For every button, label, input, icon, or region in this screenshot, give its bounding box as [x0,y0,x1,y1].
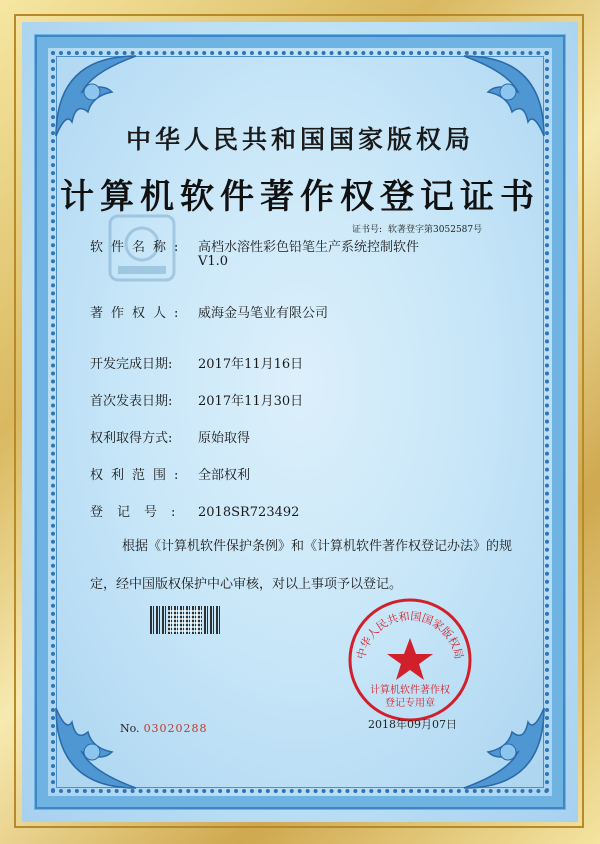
issue-date: 2018年09月07日 [368,718,457,731]
registration-statement: 根据《计算机软件保护条例》和《计算机软件著作权登记办法》的规定，经中国版权保护中心审核，对以上事项予以登记。 [90,539,513,592]
method-row [90,427,250,446]
serial-value: 03020288 [143,722,208,735]
scope-value: 全部权利 [198,468,251,483]
reg-no-value: 2018SR723492 [198,505,300,520]
serial-number [120,722,208,735]
pub-date-label: 首次发表日期: [90,394,173,409]
dev-date-label: 开发完成日期: [90,357,173,372]
software-name-label: 软件名称: [90,240,187,255]
scope-label: 权利范围: [90,468,187,483]
seal-ring-text: 中华人民共和国国家版权局 [354,609,466,661]
owner-value: 威海金马笔业有限公司 [198,306,329,321]
owner-label: 著作权人: [90,306,187,321]
reg-no-label: 登记号: [90,505,190,520]
owner-row [90,302,328,321]
scope-row [90,464,250,483]
certificate [22,22,578,822]
qr-pattern-icon [168,608,202,632]
pub-date-row [90,390,303,409]
software-version: V1.0 [198,254,229,269]
reg-no-row [90,501,299,520]
corner-ornament-icon [52,704,140,792]
seal-line-2: 登记专用章 [385,698,435,709]
pub-date-value: 2017年11月30日 [198,394,304,409]
seal-star-icon [387,638,433,680]
certificate-title: 计算机软件著作权登记证书 [60,177,540,217]
serial-label: No. [120,722,140,735]
certificate-number-value: 软著登字第3052587号 [388,225,483,235]
certificate-number-label: 证书号: [352,225,383,235]
dev-date-value: 2017年11月16日 [198,357,304,372]
dev-date-row [90,353,303,372]
issuing-authority: 中华人民共和国国家版权局 [125,125,474,154]
software-name-row [90,236,419,255]
method-value: 原始取得 [198,431,251,446]
method-label: 权利取得方式: [90,431,173,446]
seal-line-1: 计算机软件著作权 [370,685,450,696]
official-seal [346,596,474,724]
software-name-value: 高档水溶性彩色铅笔生产系统控制软件 [198,240,420,255]
certificate-number [352,222,488,235]
